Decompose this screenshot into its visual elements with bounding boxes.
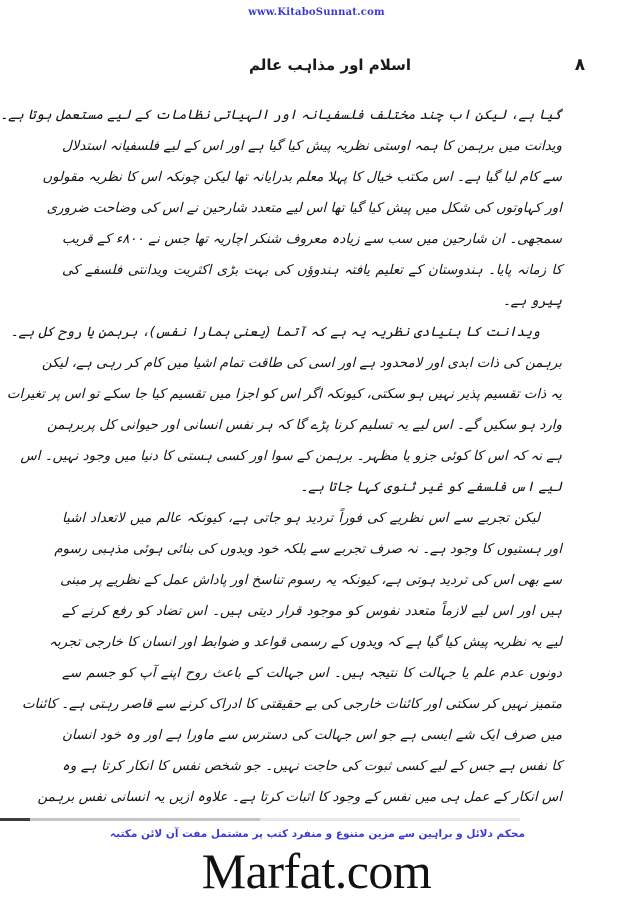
body-text: [0, 100, 562, 813]
footer-notice: محکم دلائل و براہین سے مزین متنوع و منفرد کتب پر مشتمل مفت آن لائن مکتبہ: [110, 828, 525, 840]
text-line: لیے یہ نظریہ پیش کیا گیا ہے کہ ویدوں کے رسمی قواعد و ضوابط اور انسان کا خارجی تجربہ: [49, 635, 562, 650]
text-line: کا زمانہ پایا۔ ہندوستان کے تعلیم یافتہ ہندوؤں کی بہت بڑی اکثریت ویدانتی فلسفے کی: [62, 263, 562, 278]
text-line: اور کہاوتوں کی شکل میں پیش کیا گیا تھا اس لیے متعدد شارحین نے اس کی وضاحت ضروری: [46, 201, 562, 216]
text-line: سے بھی اس کی تردید ہوتی ہے، کیونکہ یہ رسوم تناسخ اور پاداش عمل کے نظریے پر مبنی: [60, 573, 562, 588]
text-line: ہے نہ کہ اس کا کوئی جزو یا مظہر۔ برہمن کے سوا اور کسی ہستی کا دنیا میں وجود نہیں۔ اس: [20, 449, 562, 464]
text-line: کا نفس ہے جس کے لیے کسی ثبوت کی حاجت نہیں۔ جو شخص نفس کا انکار کرتا ہے وہ: [62, 759, 562, 774]
text-line: اور ہستیوں کا وجود ہے۔ نہ صرف تجربے سے بلکہ خود ویدوں کی بنائی ہوئی مذہبی رسوم: [54, 542, 562, 557]
text-line: دونوں عدم علم یا جہالت کا نتیجہ ہیں۔ اس جہالت کے باعث روح اپنے آپ کو جسم سے: [62, 666, 562, 681]
text-line: یہ ذات تقسیم پذیر نہیں ہو سکتی، کیونکہ اگر اس کو اجزا میں تقسیم کیا جا سکے تو اس پر تغیرات: [6, 387, 562, 402]
text-line: متمیز نہیں کر سکتی اور کائنات خارجی کی بے حقیقتی کا ادراک کرنے سے قاصر رہتی ہے۔ کائنات: [21, 697, 562, 712]
site-url-watermark: www.KitaboSunnat.com: [248, 7, 385, 18]
text-line: ویدانت کا بنیادی نظریہ یہ ہے کہ آتما (یعنی ہمارا نفس)، برہمن یا روح کل ہے۔: [10, 325, 540, 340]
text-line: پیرو ہے۔: [502, 294, 562, 309]
running-title: اسلام اور مذاہب عالم: [248, 56, 412, 74]
text-line: گیا ہے، لیکن اب چند مختلف فلسفیانہ اور الہیاتی نظامات کے لیے مستعمل ہوتا ہے۔: [0, 108, 562, 123]
footer-watermark-logo: Marfat.com: [201, 843, 432, 899]
text-line: برہمن کی ذات ابدی اور لامحدود ہے اور اسی کی طاقت تمام اشیا میں کام کر رہی ہے، لیکن: [41, 356, 562, 371]
text-line: وارد ہو سکیں گے۔ اس لیے یہ تسلیم کرنا پڑے گا کہ ہر نفس انسانی اور حیوانی کل پربرہمن: [47, 418, 562, 433]
scan-artifact-rule: [0, 818, 520, 821]
text-line: اس انکار کے عمل ہی میں نفس کے وجود کا اثبات کرتا ہے۔ علاوہ ازیں یہ انسانی نفس برہمن: [37, 790, 562, 805]
text-line: ہیں اور اس لیے لازماً متعدد نفوس کو موجود قرار دیتی ہیں۔ اس تضاد کو رفع کرنے کے: [62, 604, 562, 619]
text-line: میں صرف ایک شے ایسی ہے جو اس جہالت کی دسترس سے ماورا ہے اور وہ خود انسان: [62, 728, 562, 743]
text-line: سمجھی۔ ان شارحین میں سب سے زیادہ معروف شنکر اچاریہ تھا جس نے ۸۰۰ء کے قریب: [62, 232, 562, 247]
text-line: لیے اس فلسفے کو غیر ثنوی کہا جاتا ہے۔: [300, 480, 562, 495]
text-line: سے کام لیا گیا ہے۔ اس مکتب خیال کا پہلا معلم بدرایانہ تھا لیکن چونکہ اس کا نظریہ مقولوں: [42, 170, 562, 185]
text-line: ویدانت میں برہمن کا ہمہ اوستی نظریہ پیش کیا گیا ہے اور اس کے لیے فلسفیانہ استدلال: [62, 139, 562, 154]
page-number: ۸: [574, 55, 586, 75]
text-line: لیکن تجربے سے اس نظریے کی فوراً تردید ہو جاتی ہے، کیونکہ عالم میں لاتعداد اشیا: [62, 511, 540, 526]
